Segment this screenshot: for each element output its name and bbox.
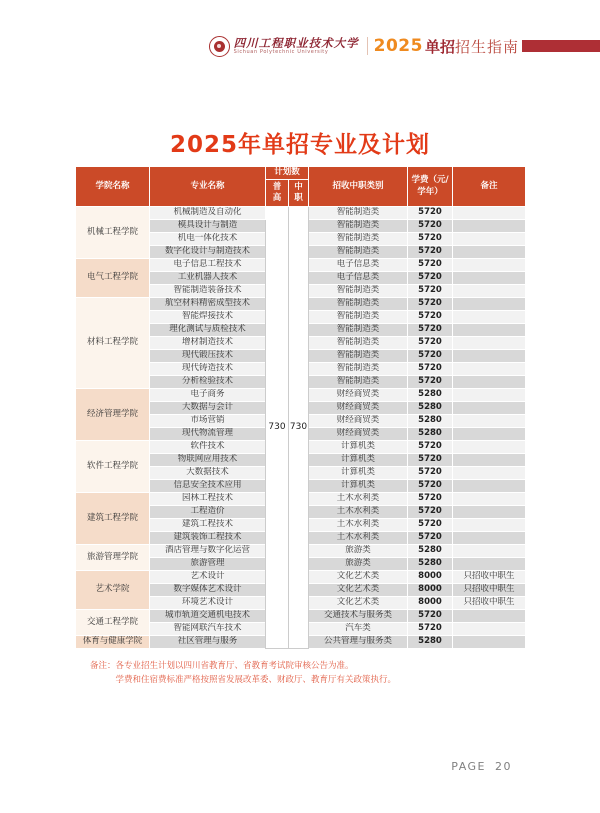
college-name-cell: 经济管理学院 [76,389,150,441]
note-cell: 只招收中职生 [453,571,526,584]
major-name-cell: 酒店管理与数字化运营 [150,545,266,558]
col-header-note: 备注 [453,167,526,207]
col-header-major: 专业名称 [150,167,266,207]
category-cell: 计算机类 [309,441,408,454]
major-name-cell: 航空材料精密成型技术 [150,298,266,311]
tuition-cell: 5720 [408,337,453,350]
category-cell: 财经商贸类 [309,402,408,415]
note-cell: 只招收中职生 [453,584,526,597]
footnote-line-2: 学费和住宿费标准严格按照省发展改革委、财政厅、教育厅有关政策执行。 [115,675,397,686]
category-cell: 财经商贸类 [309,428,408,441]
university-name-en: Sichuan Polytechnic University [233,49,329,56]
note-cell [453,246,526,259]
col-header-category: 招收中职类别 [309,167,408,207]
major-name-cell: 建筑装饰工程技术 [150,532,266,545]
note-cell [453,519,526,532]
tuition-cell: 5720 [408,246,453,259]
col-header-plan-zhongzhi: 中职 [289,180,309,207]
college-name-cell: 旅游管理学院 [76,545,150,571]
tuition-cell: 5720 [408,311,453,324]
header-accent-bar [522,40,600,52]
major-name-cell: 环境艺术设计 [150,597,266,610]
note-cell: 只招收中职生 [453,597,526,610]
note-cell [453,545,526,558]
major-name-cell: 电子商务 [150,389,266,402]
category-cell: 土木水利类 [309,493,408,506]
major-name-cell: 物联网应用技术 [150,454,266,467]
tuition-cell: 5720 [408,532,453,545]
category-cell: 智能制造类 [309,298,408,311]
tuition-cell: 5720 [408,324,453,337]
category-cell: 计算机类 [309,454,408,467]
note-cell [453,220,526,233]
table-body [76,207,526,649]
college-name-cell: 电气工程学院 [76,259,150,298]
category-cell: 财经商贸类 [309,415,408,428]
note-cell [453,428,526,441]
category-cell: 公共管理与服务类 [309,636,408,649]
category-cell: 智能制造类 [309,207,408,220]
note-cell [453,233,526,246]
plan-total-pugao-cell: 730 [266,207,289,649]
brand-danzhao: 单招 [424,37,455,56]
note-cell [453,441,526,454]
major-name-cell: 市场营销 [150,415,266,428]
category-cell: 土木水利类 [309,506,408,519]
major-name-cell: 机电一体化技术 [150,233,266,246]
major-name-cell: 机械制造及自动化 [150,207,266,220]
tuition-cell: 5720 [408,220,453,233]
tuition-cell: 5280 [408,415,453,428]
major-name-cell: 软件技术 [150,441,266,454]
category-cell: 电子信息类 [309,272,408,285]
tuition-cell: 5720 [408,272,453,285]
footnote-label: 备注： [90,661,116,671]
category-cell: 智能制造类 [309,376,408,389]
table-row [76,207,526,220]
category-cell: 旅游类 [309,558,408,571]
note-cell [453,350,526,363]
major-name-cell: 智能网联汽车技术 [150,623,266,636]
tuition-cell: 8000 [408,584,453,597]
major-name-cell: 工业机器人技术 [150,272,266,285]
tuition-cell: 5280 [408,558,453,571]
category-cell: 旅游类 [309,545,408,558]
note-cell [453,363,526,376]
page-title: 2025年单招专业及计划 [169,132,430,158]
category-cell: 汽车类 [309,623,408,636]
note-cell [453,415,526,428]
majors-plan-table [75,166,526,649]
tuition-cell: 5720 [408,259,453,272]
category-cell: 智能制造类 [309,285,408,298]
category-cell: 文化艺术类 [309,571,408,584]
note-cell [453,272,526,285]
category-cell: 计算机类 [309,467,408,480]
major-name-cell: 智能焊接技术 [150,311,266,324]
major-name-cell: 园林工程技术 [150,493,266,506]
category-cell: 电子信息类 [309,259,408,272]
brand-header [0,33,600,59]
note-cell [453,259,526,272]
major-name-cell: 工程造价 [150,506,266,519]
major-name-cell: 智能制造装备技术 [150,285,266,298]
major-name-cell: 数字媒体艺术设计 [150,584,266,597]
note-cell [453,337,526,350]
college-name-cell: 机械工程学院 [76,207,150,259]
tuition-cell: 5280 [408,636,453,649]
note-cell [453,298,526,311]
tuition-cell: 5720 [408,519,453,532]
tuition-cell: 5720 [408,233,453,246]
category-cell: 计算机类 [309,480,408,493]
note-cell [453,285,526,298]
tuition-cell: 5280 [408,402,453,415]
college-name-cell: 交通工程学院 [76,610,150,636]
tuition-cell: 5720 [408,376,453,389]
col-header-college: 学院名称 [76,167,150,207]
major-name-cell: 信息安全技术应用 [150,480,266,493]
note-cell [453,623,526,636]
note-cell [453,376,526,389]
tuition-cell: 5720 [408,506,453,519]
major-name-cell: 数字化设计与制造技术 [150,246,266,259]
note-cell [453,324,526,337]
note-cell [453,311,526,324]
college-name-cell: 艺术学院 [76,571,150,610]
tuition-cell: 5720 [408,493,453,506]
tuition-cell: 5720 [408,623,453,636]
category-cell: 文化艺术类 [309,597,408,610]
header-divider [367,37,368,55]
category-cell: 智能制造类 [309,363,408,376]
category-cell: 财经商贸类 [309,389,408,402]
college-name-cell: 建筑工程学院 [76,493,150,545]
tuition-cell: 5720 [408,363,453,376]
major-name-cell: 现代物流管理 [150,428,266,441]
category-cell: 智能制造类 [309,246,408,259]
note-cell [453,636,526,649]
tuition-cell: 5720 [408,207,453,220]
major-name-cell: 城市轨道交通机电技术 [150,610,266,623]
note-cell [453,506,526,519]
tuition-cell: 5720 [408,298,453,311]
note-cell [453,207,526,220]
major-name-cell: 大数据与会计 [150,402,266,415]
college-name-cell: 材料工程学院 [76,298,150,389]
tuition-cell: 5280 [408,545,453,558]
university-seal-icon [209,36,230,57]
tuition-cell: 5720 [408,285,453,298]
page-number: PAGE 20 [451,760,512,773]
tuition-cell: 8000 [408,571,453,584]
major-name-cell: 电子信息工程技术 [150,259,266,272]
tuition-cell: 5720 [408,454,453,467]
note-cell [453,467,526,480]
note-cell [453,389,526,402]
tuition-cell: 5720 [408,441,453,454]
plan-total-zhongzhi-cell: 730 [289,207,309,649]
note-cell [453,558,526,571]
university-name-block [234,37,359,56]
note-cell [453,610,526,623]
tuition-cell: 5280 [408,389,453,402]
col-header-plan: 计划数 [266,167,309,180]
major-name-cell: 大数据技术 [150,467,266,480]
note-cell [453,402,526,415]
tuition-cell: 8000 [408,597,453,610]
note-cell [453,532,526,545]
note-cell [453,480,526,493]
category-cell: 文化艺术类 [309,584,408,597]
category-cell: 智能制造类 [309,350,408,363]
university-name-zh: 四川工程职业技术大学 [233,35,359,50]
footnotes [90,659,396,687]
tuition-cell: 5720 [408,467,453,480]
major-name-cell: 增材制造技术 [150,337,266,350]
category-cell: 土木水利类 [309,519,408,532]
footnote-lines [116,659,397,687]
major-name-cell: 模具设计与制造 [150,220,266,233]
brand-guide: 招生指南 [454,37,519,56]
tuition-cell: 5720 [408,480,453,493]
category-cell: 智能制造类 [309,324,408,337]
col-header-tuition: 学费（元/学年） [408,167,453,207]
major-name-cell: 社区管理与服务 [150,636,266,649]
major-name-cell: 建筑工程技术 [150,519,266,532]
tuition-cell: 5720 [408,350,453,363]
tuition-cell: 5280 [408,428,453,441]
footnote-line-1: 各专业招生计划以四川省教育厅、省教育考试院审核公告为准。 [115,661,354,671]
major-name-cell: 现代铸造技术 [150,363,266,376]
note-cell [453,493,526,506]
category-cell: 土木水利类 [309,532,408,545]
major-name-cell: 艺术设计 [150,571,266,584]
major-name-cell: 理化测试与质检技术 [150,324,266,337]
brand-year: 2025 [373,36,423,56]
major-name-cell: 分析检验技术 [150,376,266,389]
table-head [76,167,526,207]
category-cell: 智能制造类 [309,233,408,246]
col-header-plan-pugao: 普高 [266,180,289,207]
category-cell: 智能制造类 [309,311,408,324]
major-name-cell: 旅游管理 [150,558,266,571]
college-name-cell: 软件工程学院 [76,441,150,493]
tuition-cell: 5720 [408,610,453,623]
category-cell: 交通技术与服务类 [309,610,408,623]
category-cell: 智能制造类 [309,220,408,233]
college-name-cell: 体育与健康学院 [76,636,150,649]
category-cell: 智能制造类 [309,337,408,350]
major-name-cell: 现代锻压技术 [150,350,266,363]
note-cell [453,454,526,467]
